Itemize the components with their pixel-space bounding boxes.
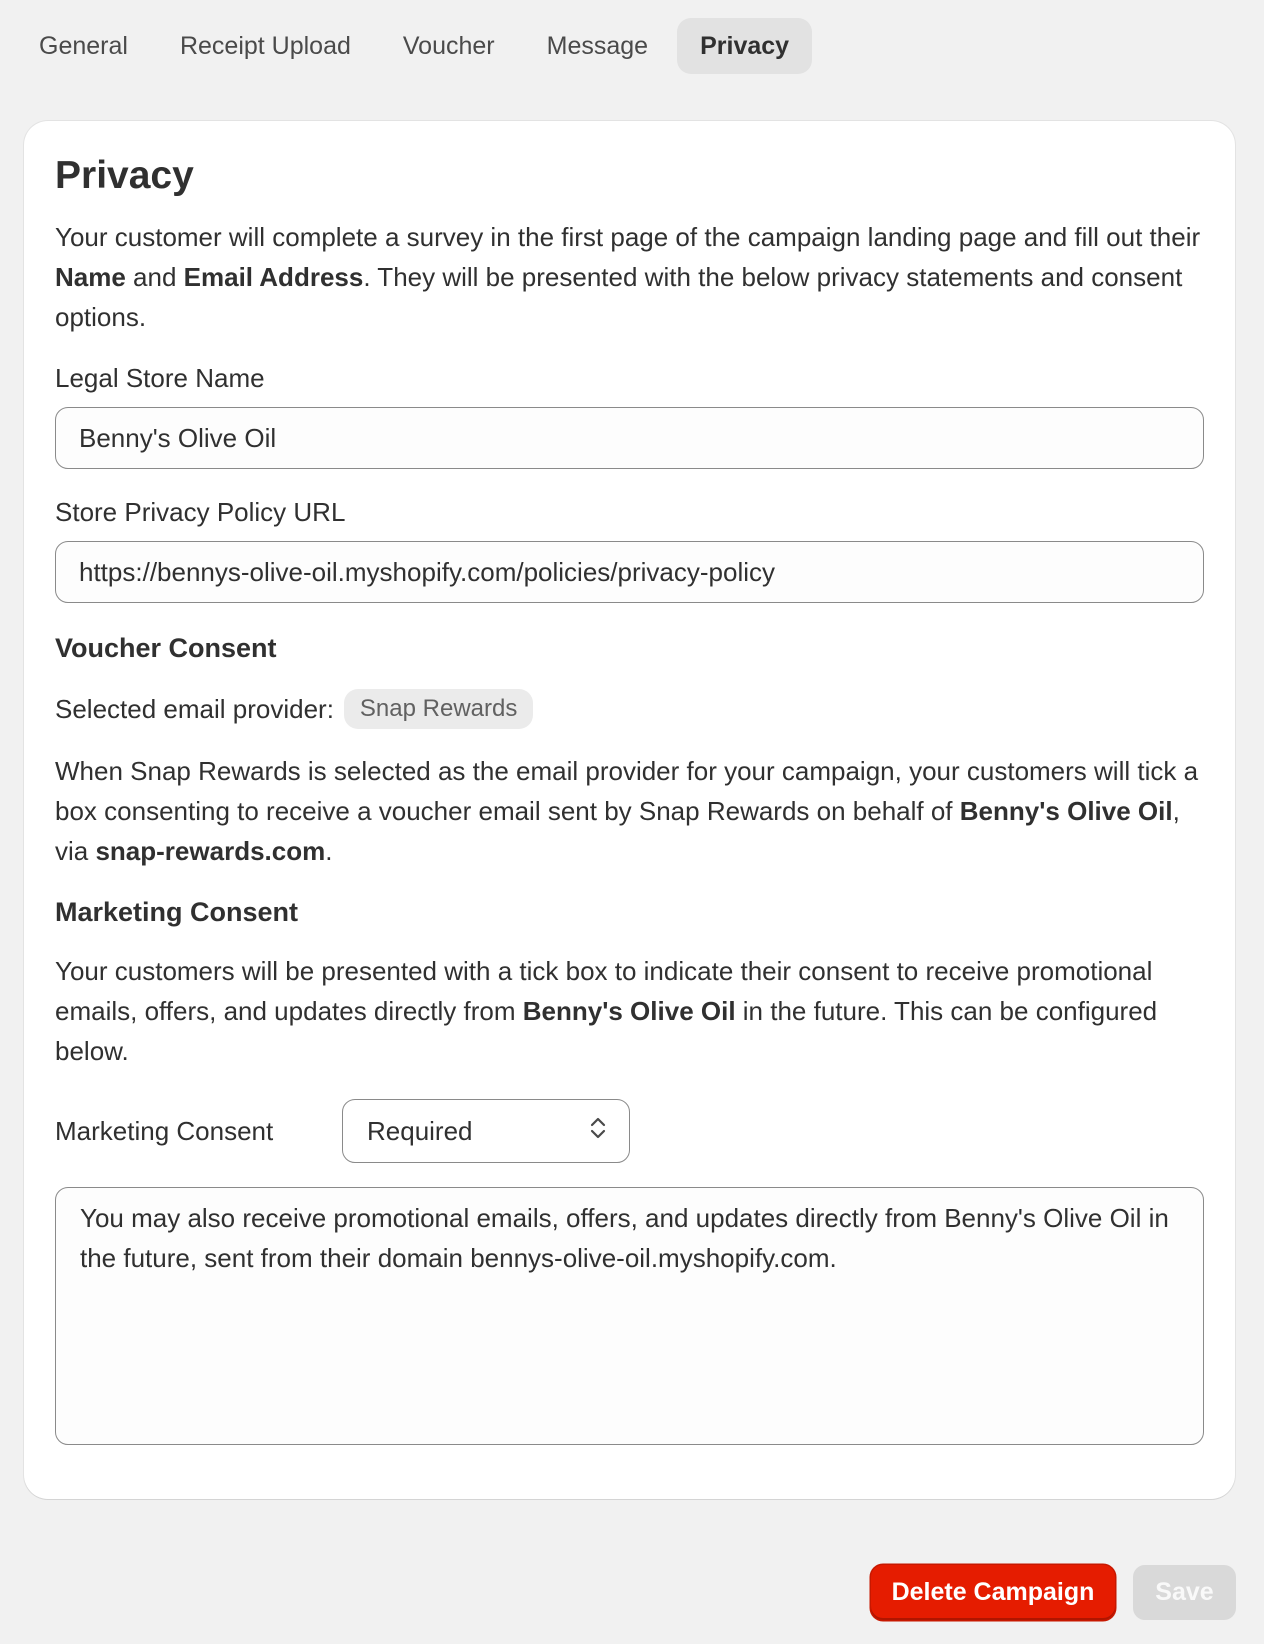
legal-store-name-label: Legal Store Name [55,363,265,393]
marketing-consent-select-label: Marketing Consent [55,1115,274,1146]
tab-bar [16,18,812,74]
legal-store-name-input[interactable]: Benny's Olive Oil [55,407,1204,469]
marketing-consent-heading: Marketing Consent [55,897,299,927]
tab-general[interactable]: General [39,32,128,60]
select-chevron-icon [589,1114,607,1149]
tab-message[interactable]: Message [546,32,649,60]
privacy-card [24,121,1235,1499]
email-provider-row [55,689,1204,729]
marketing-consent-textarea[interactable]: You may also receive promotional emails, offers, and updates directly from Benny's Olive Oil in the future, sent from their domain bennys-olive-oil.myshopify.com. [55,1187,1204,1445]
email-provider-badge: Snap Rewards [344,689,533,729]
marketing-consent-text: Your customers will be presented with a tick box to indicate their consent to receive promotional emails, offers, and updates directly from Benny's Olive Oil in the future. This can be configured below. [55,956,1158,1066]
delete-campaign-button[interactable]: Delete Campaign [871,1565,1115,1620]
marketing-consent-row [55,1099,1204,1163]
privacy-url-label: Store Privacy Policy URL [55,497,346,527]
tab-receipt-upload[interactable]: Receipt Upload [179,32,351,60]
email-provider-label: Selected email provider: [55,693,334,724]
tab-privacy[interactable]: Privacy [677,18,812,74]
privacy-url-input[interactable]: https://bennys-olive-oil.myshopify.com/policies/privacy-policy [55,541,1204,603]
voucher-consent-heading: Voucher Consent [55,633,277,663]
voucher-consent-text: When Snap Rewards is selected as the email provider for your campaign, your customers will tick a box consenting to receive a voucher email sent by Snap Rewards on behalf of Benny's Olive Oil, via snap-rewards.com. [55,756,1199,866]
tab-voucher[interactable]: Voucher [402,32,495,60]
page-title: Privacy [55,154,194,197]
intro-text: Your customer will complete a survey in the first page of the campaign landing page and fill out their Name and Email Address. They will be presented with the below privacy statements and consent options. [55,222,1201,332]
save-button[interactable]: Save [1133,1565,1236,1620]
marketing-consent-select[interactable]: Required [342,1099,630,1163]
